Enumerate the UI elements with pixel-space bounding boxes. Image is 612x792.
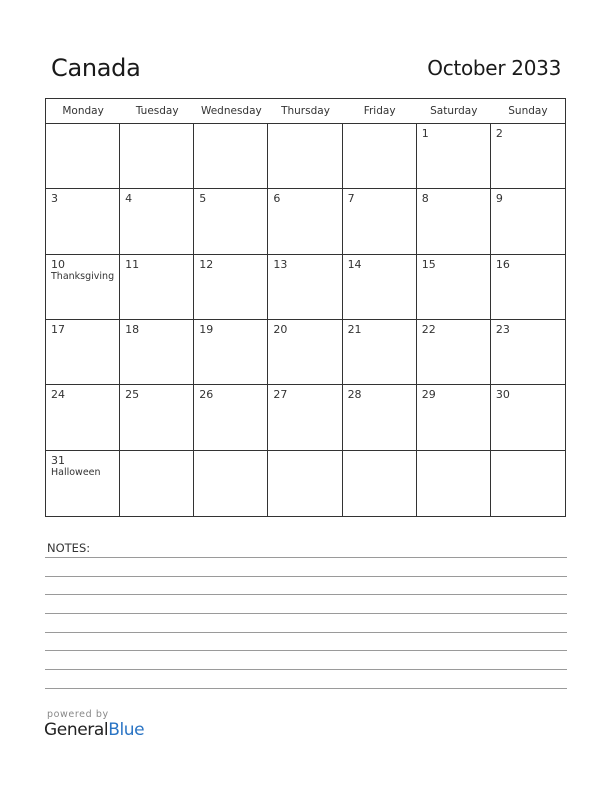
day-cell xyxy=(268,255,342,319)
day-cell xyxy=(491,124,565,188)
note-line xyxy=(45,576,567,577)
day-cell xyxy=(120,320,194,384)
day-number: 25 xyxy=(125,388,140,402)
day-number: 13 xyxy=(273,257,288,271)
day-cell xyxy=(491,189,565,253)
day-cell xyxy=(46,189,120,253)
day-cell xyxy=(268,320,342,384)
day-cell xyxy=(268,385,342,449)
day-cell xyxy=(46,124,120,188)
day-cell xyxy=(343,451,417,516)
day-number: 27 xyxy=(273,388,288,402)
day-cell xyxy=(343,189,417,253)
day-number: 28 xyxy=(347,388,362,402)
day-cell xyxy=(194,124,268,188)
day-cell xyxy=(491,320,565,384)
calendar-grid xyxy=(45,98,566,517)
weekday-header: Friday xyxy=(363,105,396,117)
note-line xyxy=(45,632,567,633)
day-number: 15 xyxy=(421,257,436,271)
day-cell xyxy=(268,189,342,253)
day-number: 11 xyxy=(125,257,140,271)
calendar-week-row xyxy=(46,124,565,189)
weekday-header: Saturday xyxy=(430,105,478,117)
day-cell xyxy=(417,451,491,516)
day-cell xyxy=(194,451,268,516)
day-cell xyxy=(491,451,565,516)
calendar-week-row xyxy=(46,255,565,320)
weekday-header: Sunday xyxy=(508,105,548,117)
note-line xyxy=(45,594,567,595)
day-number: 17 xyxy=(51,323,65,336)
day-number: 24 xyxy=(51,388,65,402)
day-number: 29 xyxy=(421,388,436,402)
day-number: 12 xyxy=(199,257,214,271)
day-cell xyxy=(46,255,120,319)
day-number: 3 xyxy=(51,192,58,206)
day-cell xyxy=(46,451,120,516)
day-number: 16 xyxy=(495,257,510,271)
note-line xyxy=(45,650,567,651)
day-number: 1 xyxy=(421,127,429,140)
note-line xyxy=(45,557,567,558)
day-cell xyxy=(268,124,342,188)
holiday-label: Halloween xyxy=(51,466,101,478)
day-number: 21 xyxy=(347,323,362,336)
note-line xyxy=(45,669,567,670)
notes-label: NOTES: xyxy=(47,541,91,555)
day-number: 31 xyxy=(51,453,65,467)
day-number: 30 xyxy=(495,388,510,402)
day-cell xyxy=(417,189,491,253)
day-cell xyxy=(46,320,120,384)
day-cell xyxy=(491,255,565,319)
day-cell xyxy=(120,255,194,319)
day-cell xyxy=(343,255,417,319)
day-cell xyxy=(194,255,268,319)
day-cell xyxy=(343,124,417,188)
day-cell xyxy=(194,189,268,253)
weekday-header-row xyxy=(46,99,565,124)
day-cell xyxy=(120,189,194,253)
calendar-week-row xyxy=(46,385,565,450)
day-number: 5 xyxy=(199,192,207,206)
day-cell xyxy=(343,320,417,384)
day-number: 4 xyxy=(125,192,133,206)
day-number: 8 xyxy=(421,192,429,206)
day-cell xyxy=(343,385,417,449)
day-cell xyxy=(120,124,194,188)
page-title-month: October 2033 xyxy=(427,56,561,80)
day-cell xyxy=(194,385,268,449)
day-cell xyxy=(491,385,565,449)
weekday-header: Wednesday xyxy=(200,105,262,117)
day-number: 9 xyxy=(495,192,503,206)
calendar-week-row xyxy=(46,451,565,516)
day-number: 14 xyxy=(347,257,362,271)
brand-logo[interactable] xyxy=(44,720,144,740)
day-number: 10 xyxy=(51,257,65,271)
weekday-header: Monday xyxy=(62,105,104,117)
day-number: 22 xyxy=(421,323,436,336)
weekday-header: Tuesday xyxy=(135,105,179,117)
day-cell xyxy=(120,451,194,516)
weekday-header: Thursday xyxy=(281,105,330,117)
note-line xyxy=(45,688,567,689)
day-number: 18 xyxy=(125,323,140,336)
calendar-weeks xyxy=(46,124,565,516)
powered-by-text: powered by xyxy=(47,709,109,720)
day-cell xyxy=(46,385,120,449)
day-number: 20 xyxy=(273,323,288,336)
calendar-week-row xyxy=(46,189,565,254)
day-cell xyxy=(417,124,491,188)
day-number: 26 xyxy=(199,388,214,402)
day-number: 2 xyxy=(495,127,503,140)
day-number: 19 xyxy=(199,323,214,336)
day-cell xyxy=(417,255,491,319)
note-line xyxy=(45,613,567,614)
brand-name-general: General xyxy=(44,720,109,740)
day-cell xyxy=(194,320,268,384)
day-cell xyxy=(417,320,491,384)
calendar-week-row xyxy=(46,320,565,385)
brand-name-blue: Blue xyxy=(108,720,145,740)
day-number: 7 xyxy=(347,192,355,206)
day-cell xyxy=(417,385,491,449)
day-number: 23 xyxy=(495,323,510,336)
day-number: 6 xyxy=(273,192,281,206)
page-title-country: Canada xyxy=(51,54,141,82)
day-cell xyxy=(120,385,194,449)
day-cell xyxy=(268,451,342,516)
holiday-label: Thanksgiving xyxy=(51,270,115,282)
